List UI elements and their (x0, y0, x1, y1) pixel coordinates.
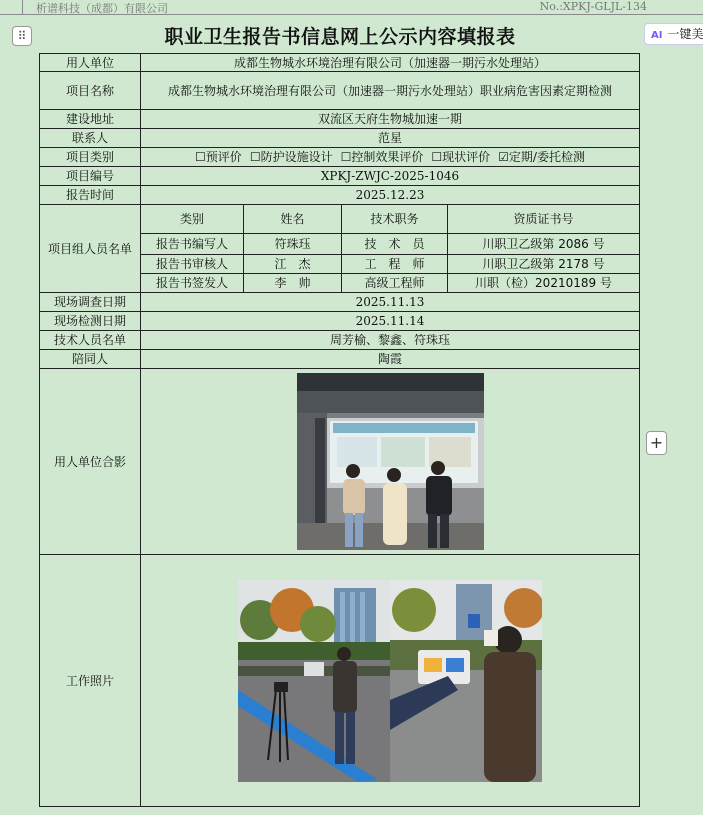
employer-value: 成都生物城水环境治理有限公司（加速器一期污水处理站） (141, 54, 640, 72)
category-option[interactable]: ☐现状评价 (431, 150, 491, 164)
category-option[interactable]: ☐预评价 (195, 150, 242, 164)
checkbox-empty-icon: ☐ (249, 150, 261, 164)
member-title: 高级工程师 (342, 274, 448, 293)
address-label: 建设地址 (40, 110, 141, 129)
header-doc-number: No.:XPKJ-GLJL-134 (539, 0, 647, 13)
row-group-photo (40, 369, 640, 555)
member-name: 李 帅 (244, 274, 342, 293)
member-cert: 川职（检）20210189 号 (448, 274, 640, 293)
category-label: 项目类别 (40, 148, 141, 167)
checkbox-empty-icon: ☐ (340, 150, 352, 164)
member-name: 符珠珏 (244, 234, 342, 255)
group-photo-label: 用人单位合影 (40, 369, 141, 555)
checkbox-empty-icon: ☐ (431, 150, 443, 164)
row-contact (40, 129, 640, 148)
row-report-time (40, 186, 640, 205)
tech-staff-value: 周芳榆、黎鑫、符珠珏 (141, 331, 640, 350)
row-project-number (40, 167, 640, 186)
team-header-title: 技术职务 (342, 205, 448, 234)
group-photo-cell (141, 369, 640, 555)
contact-label: 联系人 (40, 129, 141, 148)
category-options (141, 148, 640, 167)
member-title: 工 程 师 (342, 255, 448, 274)
escort-value: 陶霞 (141, 350, 640, 369)
checkbox-checked-icon: ☑ (498, 150, 509, 164)
row-escort (40, 350, 640, 369)
member-cert: 川职卫乙级第 2178 号 (448, 255, 640, 274)
project-number-value: XPKJ-ZWJC-2025-1046 (141, 167, 640, 186)
member-role: 报告书编写人 (141, 234, 244, 255)
row-survey-date (40, 293, 640, 312)
row-work-photo (40, 555, 640, 807)
project-name-value: 成都生物城水环境治理有限公司（加速器一期污水处理站）职业病危害因素定期检测 (141, 72, 640, 110)
row-category (40, 148, 640, 167)
group-photo-image (297, 373, 484, 550)
member-role: 报告书审核人 (141, 255, 244, 274)
team-header-cert: 资质证书号 (448, 205, 640, 234)
team-header-name: 姓名 (244, 205, 342, 234)
work-photo-label: 工作照片 (40, 555, 141, 807)
project-number-label: 项目编号 (40, 167, 141, 186)
member-role: 报告书签发人 (141, 274, 244, 293)
contact-value: 范星 (141, 129, 640, 148)
member-name: 江 杰 (244, 255, 342, 274)
drag-handle-icon[interactable]: ⠿ (12, 26, 32, 46)
header-company: 析谱科技（成都）有限公司 (36, 2, 168, 15)
report-time-value: 2025.12.23 (141, 186, 640, 205)
plus-icon[interactable]: + (646, 431, 667, 455)
tech-staff-label: 技术人员名单 (40, 331, 141, 350)
employer-label: 用人单位 (40, 54, 141, 72)
header-corner-mark (22, 0, 23, 14)
test-date-value: 2025.11.14 (141, 312, 640, 331)
project-name-label: 项目名称 (40, 72, 141, 110)
member-title: 技 术 员 (342, 234, 448, 255)
escort-label: 陪同人 (40, 350, 141, 369)
row-employer (40, 54, 640, 72)
work-photo-cell (141, 555, 640, 807)
team-header-row (40, 205, 640, 234)
page-title: 职业卫生报告书信息网上公示内容填报表 (164, 26, 516, 48)
work-photo-image (238, 580, 542, 782)
ai-icon: AI (651, 30, 663, 41)
report-time-label: 报告时间 (40, 186, 141, 205)
row-test-date (40, 312, 640, 331)
team-label: 项目组人员名单 (40, 205, 141, 293)
row-project-name (40, 72, 640, 110)
ai-beautify-label: 一键美 (667, 27, 703, 41)
team-header-role: 类别 (141, 205, 244, 234)
work-photos (238, 580, 542, 782)
category-option[interactable]: ☑定期/委托检测 (498, 150, 585, 164)
survey-date-value: 2025.11.13 (141, 293, 640, 312)
row-address (40, 110, 640, 129)
checkbox-empty-icon: ☐ (195, 150, 206, 164)
category-option[interactable]: ☐控制效果评价 (340, 150, 424, 164)
category-option[interactable]: ☐防护设施设计 (249, 150, 333, 164)
disclosure-form-table (39, 53, 640, 807)
address-value: 双流区天府生物城加速一期 (141, 110, 640, 129)
row-tech-staff (40, 331, 640, 350)
test-date-label: 现场检测日期 (40, 312, 141, 331)
survey-date-label: 现场调查日期 (40, 293, 141, 312)
group-photo (297, 373, 484, 550)
member-cert: 川职卫乙级第 2086 号 (448, 234, 640, 255)
